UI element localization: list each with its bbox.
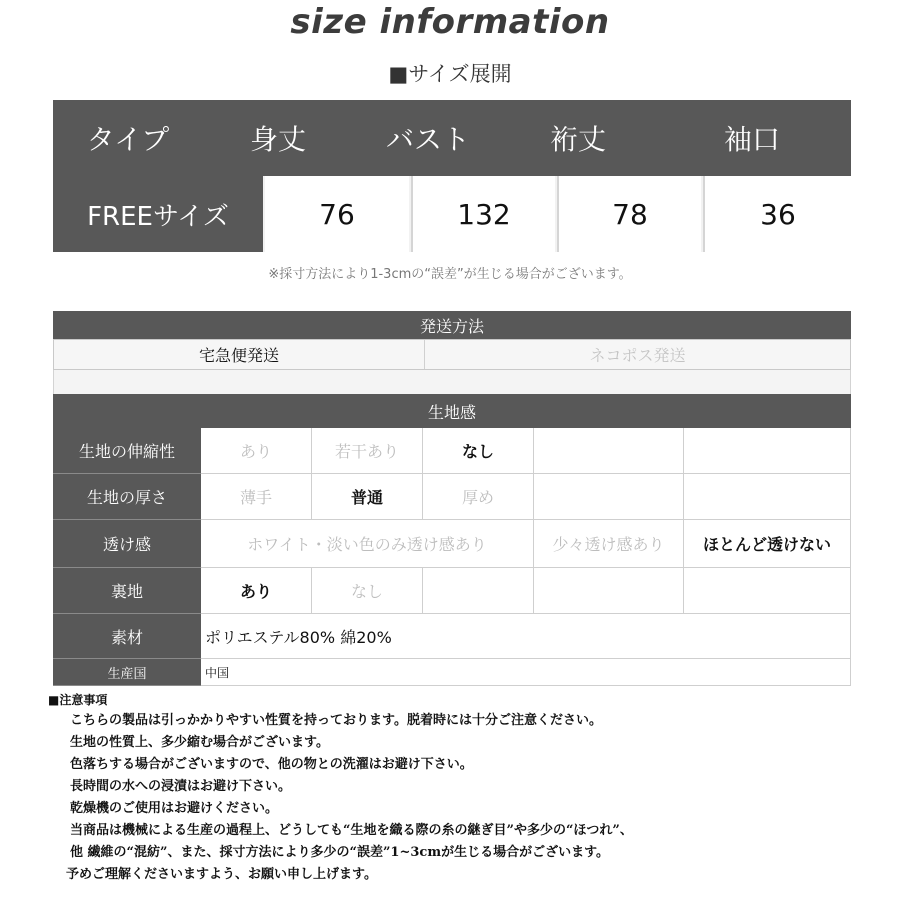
row-label: 素材 bbox=[53, 614, 201, 659]
option-cell: あり bbox=[201, 428, 312, 474]
cautions-section bbox=[48, 690, 868, 886]
spacer bbox=[53, 370, 851, 394]
option-cell: 薄手 bbox=[201, 474, 312, 520]
empty-cell bbox=[684, 474, 851, 520]
caution-line: 乾燥機のご使用はお避けください。 bbox=[70, 801, 279, 816]
caution-line: 予めご理解くださいますよう、お願い申し上げます。 bbox=[66, 867, 377, 882]
row-label: 生地の厚さ bbox=[53, 474, 201, 520]
option-cell: なし bbox=[312, 568, 423, 614]
row-label: 生地の伸縮性 bbox=[53, 428, 201, 474]
caution-line: 長時間の水への浸漬はお避け下さい。 bbox=[70, 779, 292, 794]
empty-cell bbox=[684, 428, 851, 474]
header-length: 身丈 bbox=[203, 100, 353, 176]
fabric-row-transparency bbox=[53, 520, 851, 568]
option-cell-selected: なし bbox=[423, 428, 534, 474]
empty-cell bbox=[423, 568, 534, 614]
size-label: FREEサイズ bbox=[53, 176, 263, 252]
empty-cell bbox=[684, 568, 851, 614]
option-cell-selected: あり bbox=[201, 568, 312, 614]
option-cell: 若干あり bbox=[312, 428, 423, 474]
header-bust: バスト bbox=[353, 100, 503, 176]
origin-value: 中国 bbox=[201, 659, 851, 686]
page-title: size information bbox=[290, 2, 610, 42]
caution-line: こちらの製品は引っかかりやすい性質を持っております。脱着時には十分ご注意ください。 bbox=[70, 713, 602, 728]
cautions-title: ■注意事項 bbox=[48, 693, 108, 707]
caution-line: 生地の性質上、多少縮む場合がございます。 bbox=[70, 735, 329, 750]
fabric-row-lining bbox=[53, 568, 851, 614]
shipping-heading: 発送方法 bbox=[53, 311, 851, 339]
header-type: タイプ bbox=[53, 100, 203, 176]
option-cell: 厚め bbox=[423, 474, 534, 520]
option-cell: ホワイト・淡い色のみ透け感あり bbox=[201, 520, 534, 568]
fabric-row-origin bbox=[53, 659, 851, 686]
measurement-note: ※採寸方法により1-3cmの“誤差”が生じる場合がございます。 bbox=[268, 267, 632, 282]
option-cell: 少々透け感あり bbox=[534, 520, 684, 568]
size-section-heading: ■サイズ展開 bbox=[388, 62, 512, 86]
option-cell-selected: 普通 bbox=[312, 474, 423, 520]
value-bust: 132 bbox=[411, 176, 555, 252]
material-value: ポリエステル80% 綿20% bbox=[201, 614, 851, 659]
empty-cell bbox=[534, 474, 684, 520]
shipping-options bbox=[53, 339, 851, 370]
option-cell-selected: ほとんど透けない bbox=[684, 520, 851, 568]
caution-line: 当商品は機械による生産の過程上、どうしても“生地を織る際の糸の継ぎ目”や多少の“ほつれ”、 bbox=[70, 823, 633, 838]
header-cuff: 袖口 bbox=[653, 100, 851, 176]
value-sleeve-length: 78 bbox=[557, 176, 701, 252]
header-sleeve-length: 裄丈 bbox=[503, 100, 653, 176]
row-label: 裏地 bbox=[53, 568, 201, 614]
size-table-header bbox=[53, 100, 851, 176]
fabric-heading: 生地感 bbox=[53, 394, 851, 428]
fabric-row-thickness bbox=[53, 474, 851, 520]
caution-line: 色落ちする場合がございますので、他の物との洗濯はお避け下さい。 bbox=[70, 757, 473, 772]
fabric-row-stretch bbox=[53, 428, 851, 474]
shipping-option-takkyubin: 宅急便発送 bbox=[54, 340, 425, 369]
empty-cell bbox=[534, 568, 684, 614]
value-cuff: 36 bbox=[703, 176, 851, 252]
size-table bbox=[53, 100, 851, 252]
row-label: 生産国 bbox=[53, 659, 201, 686]
caution-line: 他 繊維の“混紡”、また、採寸方法により多少の“誤差”1~3cmが生じる場合がございます。 bbox=[70, 845, 610, 860]
fabric-row-material bbox=[53, 614, 851, 659]
size-table-row bbox=[53, 176, 851, 252]
fabric-table bbox=[53, 428, 851, 686]
row-label: 透け感 bbox=[53, 520, 201, 568]
empty-cell bbox=[534, 428, 684, 474]
shipping-option-nekopos: ネコポス発送 bbox=[589, 346, 686, 365]
value-length: 76 bbox=[265, 176, 409, 252]
